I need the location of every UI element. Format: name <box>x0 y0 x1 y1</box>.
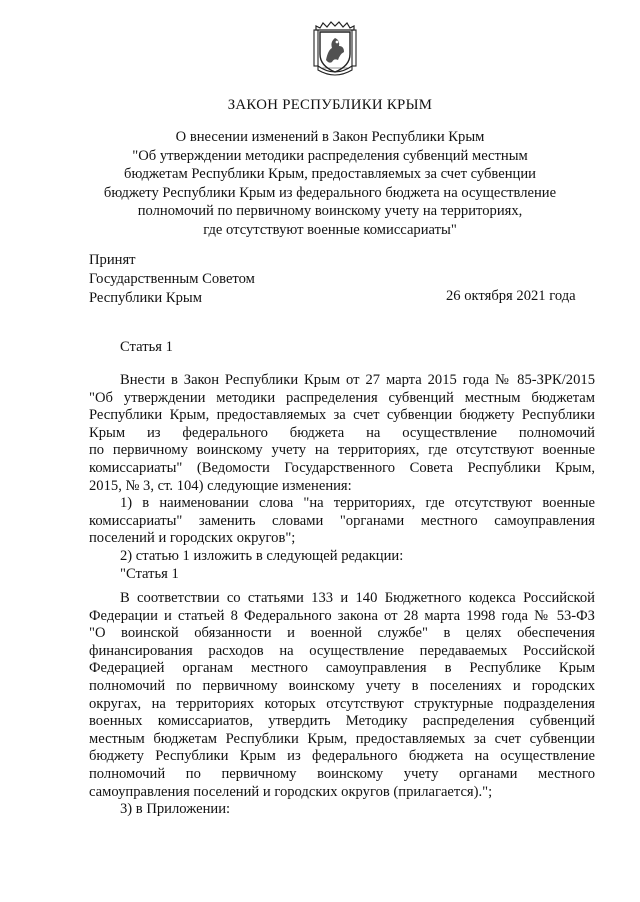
subtitle-line: бюджетам Республики Крым, предоставляемых за счет субвенции <box>124 166 536 183</box>
subtitle-line: "Об утверждении методики распределения субвенций местным <box>132 147 528 164</box>
paragraph-line: военных комиссариатов, утвердить Методику распределения субвенций <box>89 713 595 730</box>
paragraph-line: "Статья 1 <box>120 565 179 582</box>
adoption-line: Государственным Советом <box>89 270 255 287</box>
paragraph-line: полномочий по первичному воинскому учету органами местного <box>89 765 595 782</box>
subtitle-line: где отсутствуют военные комиссариаты" <box>203 221 457 238</box>
paragraph-line: Федерацией органам местного самоуправления в Республике Крым <box>89 660 595 677</box>
adoption-block <box>89 251 255 307</box>
paragraph-line: 3) в Приложении: <box>120 801 231 818</box>
subtitle-line: бюджету Республики Крым из федерального бюджета на осуществление <box>103 184 557 201</box>
paragraph-line: В соответствии со статьями 133 и 140 Бюджетного кодекса Российской <box>120 590 595 606</box>
paragraph-line: поселений и городских округов"; <box>89 530 296 547</box>
paragraph-line: бюджету Республики Крым из федерального бюджета на осуществление <box>89 748 595 765</box>
paragraph-line: "О воинской обязанности и военной службе" в целях обеспечения <box>89 625 595 642</box>
paragraph-line: 2015, № 3, ст. 104) следующие изменения: <box>89 477 352 494</box>
paragraph-line: комиссариаты" заменить словами "органами местного самоуправления <box>89 512 595 529</box>
paragraph-line: Республики Крым, предоставляемых за счет субвенции бюджету Республики <box>89 407 595 424</box>
crimea-coat-of-arms-icon <box>312 20 358 78</box>
subtitle-line: О внесении изменений в Закон Республики Крым <box>175 129 485 145</box>
paragraph-line: 2) статью 1 изложить в следующей редакции: <box>120 547 404 564</box>
paragraph-line: Федерации и статьей 8 Федерального закона от 28 марта 1998 года № 53-ФЗ <box>89 607 595 624</box>
paragraph-line: 1) в наименовании слова "на территориях, где отсутствуют военные <box>120 495 595 512</box>
paragraph-line: Крым из федерального бюджета на осуществление полномочий <box>89 424 595 441</box>
adoption-line: Республики Крым <box>89 289 202 306</box>
paragraph-line: Внести в Закон Республики Крым от 27 марта 2015 года № 85-ЗРК/2015 <box>120 372 595 388</box>
paragraph-line: местным бюджетам Республики Крым, предоставляемых за счет субвенции <box>89 730 595 747</box>
paragraph-line: самоуправления поселений и городских округов (прилагается)."; <box>89 783 493 800</box>
paragraph-line: полномочий по первичному воинскому учету в поселениях и городских <box>89 677 595 694</box>
article-body-part-1 <box>89 372 595 583</box>
paragraph-line: комиссариаты" (Ведомости Государственного Совета Республики Крым, <box>89 459 595 476</box>
subtitle-line: полномочий по первичному воинскому учету на территориях, <box>137 203 523 220</box>
law-title: ЗАКОН РЕСПУБЛИКИ КРЫМ <box>227 97 433 113</box>
paragraph-line: по первичному воинскому учету на территориях, где отсутствуют военные <box>89 442 595 459</box>
paragraph-line: финансирования расходов на осуществление передаваемых Российской <box>89 642 595 659</box>
law-subtitle <box>60 128 600 240</box>
article-heading: Статья 1 <box>120 339 173 355</box>
adoption-line: Принят <box>89 252 136 268</box>
article-body-part-2 <box>89 590 595 819</box>
paragraph-line: округах, на территориях которых отсутствуют структурные подразделения <box>89 695 595 712</box>
paragraph-line: "Об утверждении методики распределения субвенций местным бюджетам <box>89 389 595 406</box>
adoption-date: 26 октября 2021 года <box>446 288 576 304</box>
